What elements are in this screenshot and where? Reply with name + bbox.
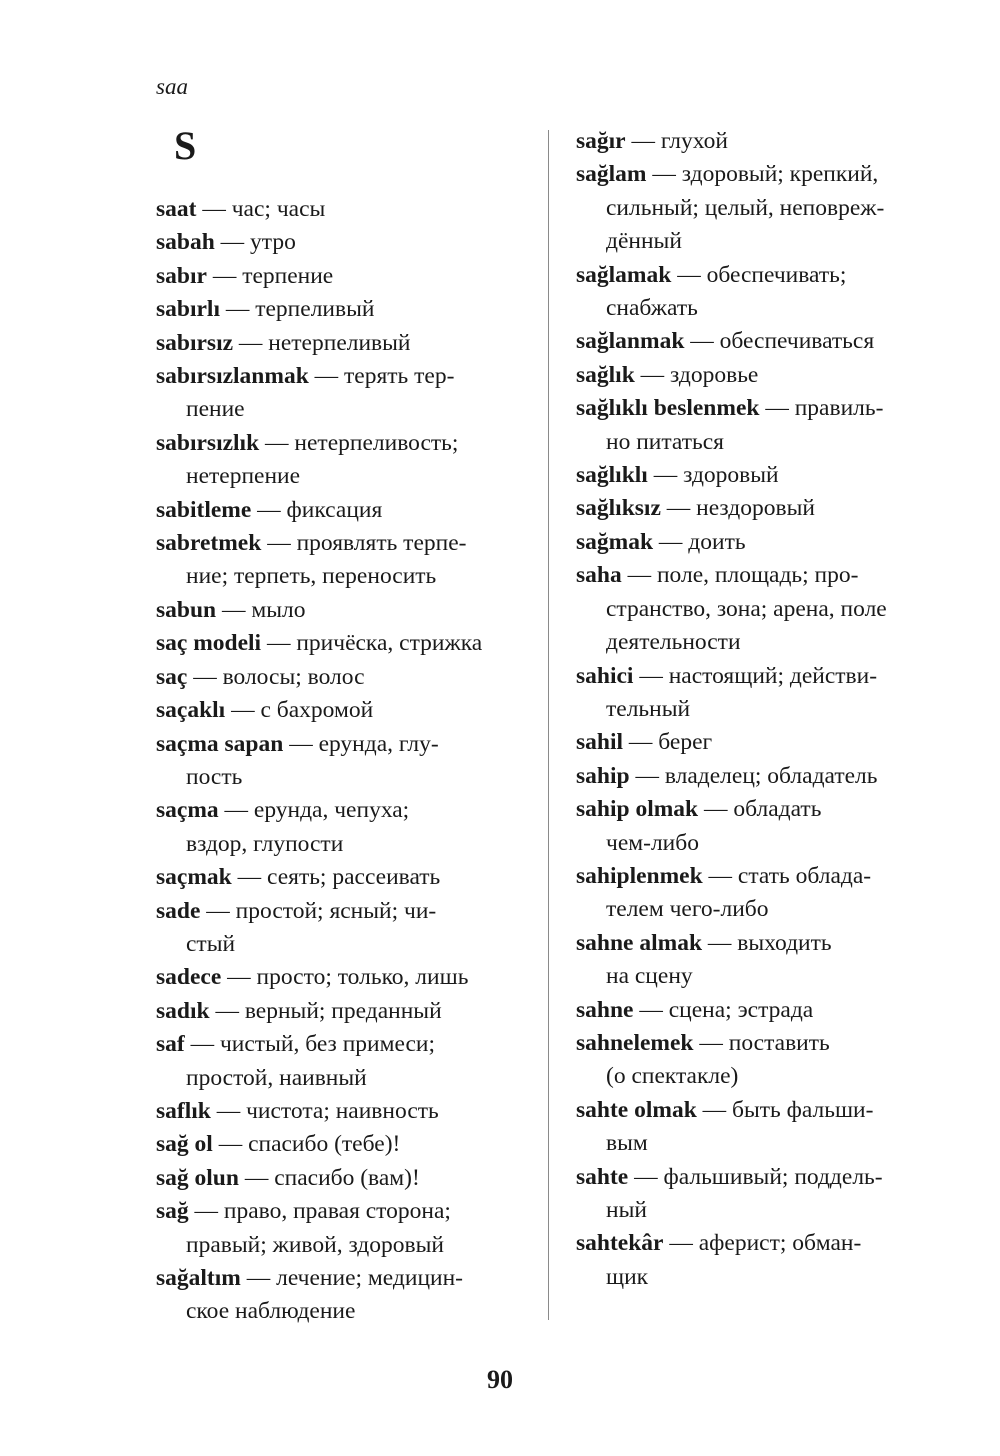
- dictionary-entry: [156, 226, 536, 259]
- dictionary-entry: [156, 1028, 536, 1095]
- headword: sahne: [576, 996, 634, 1023]
- definition: — сеять; рассеивать: [231, 864, 441, 891]
- left-column: [156, 193, 536, 1329]
- dictionary-entry: [576, 559, 956, 659]
- dictionary-entry: [156, 260, 536, 293]
- headword: sabırsızlık: [156, 429, 260, 456]
- definition: — правиль- но питаться: [606, 395, 884, 455]
- dictionary-entry: [576, 1094, 956, 1161]
- definition: — верный; преданный: [209, 997, 442, 1024]
- definition: — терпеливый: [219, 296, 375, 323]
- definition: — просто; только, лишь: [221, 964, 469, 991]
- headword: sağlanmak: [576, 328, 685, 355]
- definition: — нетерпеливость; нетерпение: [186, 429, 459, 490]
- definition: — стать облада- телем чего-либо: [606, 862, 872, 923]
- definition: — обеспечиваться: [684, 328, 875, 355]
- dictionary-entry: [576, 1161, 956, 1228]
- headword: saat: [156, 196, 197, 222]
- headword: sağır: [576, 128, 626, 154]
- headword: saç modeli: [156, 630, 262, 657]
- definition: — час; часы: [196, 196, 326, 222]
- definition: — поставить (о спектакле): [606, 1029, 830, 1090]
- headword: sağ olun: [156, 1164, 239, 1191]
- definition: — чистый, без примеси; простой, наивный: [186, 1031, 436, 1091]
- headword: sabırsızlanmak: [156, 363, 309, 390]
- headword: sahte olmak: [576, 1096, 697, 1123]
- definition: — нездоровый: [660, 495, 815, 522]
- headword: sağlıklı: [576, 462, 648, 489]
- definition: — обеспечивать; снабжать: [606, 261, 847, 322]
- dictionary-entry: [576, 994, 956, 1027]
- headword: saçma sapan: [156, 730, 284, 757]
- headword: sağlıklı beslenmek: [576, 395, 760, 422]
- dictionary-entry: [576, 660, 956, 727]
- dictionary-entry: [156, 1195, 536, 1262]
- headword: saha: [576, 562, 622, 589]
- headword: sahici: [576, 662, 634, 689]
- definition: — ерунда, чепуха; вздор, глупости: [186, 797, 410, 857]
- definition: — выходить на сцену: [606, 929, 832, 990]
- page-number: 90: [487, 1365, 513, 1394]
- headword: sahil: [576, 729, 624, 756]
- right-column: [576, 125, 956, 1294]
- column-divider: [548, 130, 549, 1320]
- headword: saçma: [156, 797, 219, 824]
- dictionary-entry: [576, 760, 956, 793]
- dictionary-entry: [576, 860, 956, 927]
- dictionary-entry: [156, 1262, 536, 1329]
- definition: — поле, площадь; про- странство, зона; арена, поле деятельности: [606, 562, 887, 656]
- definition: — терпение: [206, 262, 334, 289]
- headword: sadık: [156, 997, 210, 1024]
- dictionary-entry: [156, 627, 536, 660]
- headword: sağlamak: [576, 261, 672, 288]
- headword: sade: [156, 897, 201, 924]
- dictionary-entry: [156, 494, 536, 527]
- definition: — здоровье: [634, 361, 759, 388]
- headword: sahip: [576, 762, 630, 789]
- headword: sabah: [156, 229, 215, 256]
- dictionary-entry: [576, 359, 956, 392]
- dictionary-entry: [576, 492, 956, 525]
- definition: — причёска, стрижка: [261, 630, 483, 657]
- dictionary-entry: [576, 459, 956, 492]
- dictionary-entry: [156, 794, 536, 861]
- definition: — глухой: [625, 128, 728, 154]
- definition: — фальшивый; поддель- ный: [606, 1163, 883, 1223]
- headword: sabır: [156, 262, 207, 289]
- section-letter: S: [174, 123, 197, 168]
- definition: — простой; ясный; чи- стый: [186, 897, 437, 957]
- dictionary-entry: [576, 793, 956, 860]
- definition: — спасибо (вам)!: [238, 1164, 420, 1191]
- dictionary-entry: [576, 927, 956, 994]
- dictionary-entry: [576, 125, 956, 158]
- headword: sağaltım: [156, 1265, 241, 1291]
- definition: — лечение; медицин- ское наблюдение: [186, 1265, 463, 1325]
- dictionary-entry: [576, 726, 956, 759]
- definition: — мыло: [216, 596, 306, 623]
- definition: — доить: [653, 528, 746, 555]
- dictionary-entry: [576, 526, 956, 559]
- dictionary-entry: [156, 360, 536, 427]
- dictionary-entry: [576, 325, 956, 358]
- definition: — проявлять терпе- ние; терпеть, переносить: [186, 530, 467, 590]
- dictionary-entry: [156, 895, 536, 962]
- dictionary-entry: [156, 694, 536, 727]
- headword: saflık: [156, 1097, 211, 1124]
- dictionary-entry: [156, 995, 536, 1028]
- definition: — ерунда, глу- пость: [186, 730, 439, 790]
- headword: sahiplenmek: [576, 862, 703, 889]
- dictionary-entry: [156, 1128, 536, 1161]
- headword: sağlık: [576, 361, 635, 388]
- dictionary-entry: [156, 1095, 536, 1128]
- dictionary-entry: [576, 158, 956, 258]
- headword: sahtekâr: [576, 1230, 664, 1257]
- definition: — владелец; обладатель: [629, 762, 878, 789]
- dictionary-entry: [156, 594, 536, 627]
- dictionary-entry: [156, 427, 536, 494]
- headword: sabitleme: [156, 496, 252, 523]
- definition: — сцена; эстрада: [633, 996, 814, 1023]
- headword: sadece: [156, 964, 222, 991]
- dictionary-entry: [156, 327, 536, 360]
- headword: saçmak: [156, 864, 232, 891]
- definition: — фиксация: [251, 496, 383, 523]
- definition: — терять тер- пение: [186, 363, 455, 423]
- dictionary-entry: [156, 961, 536, 994]
- definition: — нетерпеливый: [233, 329, 411, 356]
- headword: sabun: [156, 596, 217, 623]
- definition: — берег: [623, 729, 713, 756]
- dictionary-entry: [156, 293, 536, 326]
- headword: sabırlı: [156, 296, 220, 323]
- headword: sağmak: [576, 528, 654, 555]
- headword: sahnelemek: [576, 1029, 694, 1056]
- headword: saçaklı: [156, 697, 226, 724]
- headword: sahip olmak: [576, 796, 699, 823]
- definition: — утро: [214, 229, 296, 256]
- dictionary-entry: [156, 193, 536, 226]
- definition: — быть фальши- вым: [606, 1096, 874, 1157]
- definition: — право, правая сторона; правый; живой, здоровый: [186, 1198, 451, 1258]
- definition: — здоровый: [647, 462, 779, 489]
- headword: sahte: [576, 1163, 629, 1190]
- definition: — волосы; волос: [187, 663, 365, 690]
- dictionary-entry: [156, 728, 536, 795]
- headword: saf: [156, 1031, 185, 1058]
- dictionary-entry: [576, 1227, 956, 1294]
- headword: sağ: [156, 1198, 189, 1225]
- running-head: saa: [156, 74, 188, 99]
- definition: — обладать чем-либо: [606, 796, 822, 856]
- definition: — здоровый; крепкий, сильный; целый, неповреж- дённый: [606, 161, 885, 255]
- definition: — с бахромой: [225, 697, 374, 724]
- dictionary-entry: [156, 861, 536, 894]
- definition: — настоящий; действи- тельный: [606, 662, 878, 722]
- definition: — спасибо (тебе)!: [212, 1131, 401, 1158]
- dictionary-entry: [576, 392, 956, 459]
- dictionary-entry: [156, 1162, 536, 1195]
- headword: sahne almak: [576, 929, 703, 956]
- headword: sağ ol: [156, 1131, 213, 1158]
- headword: saç: [156, 663, 188, 690]
- headword: sabırsız: [156, 329, 234, 356]
- definition: — чистота; наивность: [210, 1097, 439, 1124]
- dictionary-entry: [156, 527, 536, 594]
- headword: sabretmek: [156, 530, 262, 557]
- definition: — аферист; обман- щик: [606, 1230, 862, 1290]
- dictionary-entry: [156, 661, 536, 694]
- headword: sağlam: [576, 161, 647, 188]
- dictionary-entry: [576, 259, 956, 326]
- dictionary-entry: [576, 1027, 956, 1094]
- headword: sağlıksız: [576, 495, 661, 522]
